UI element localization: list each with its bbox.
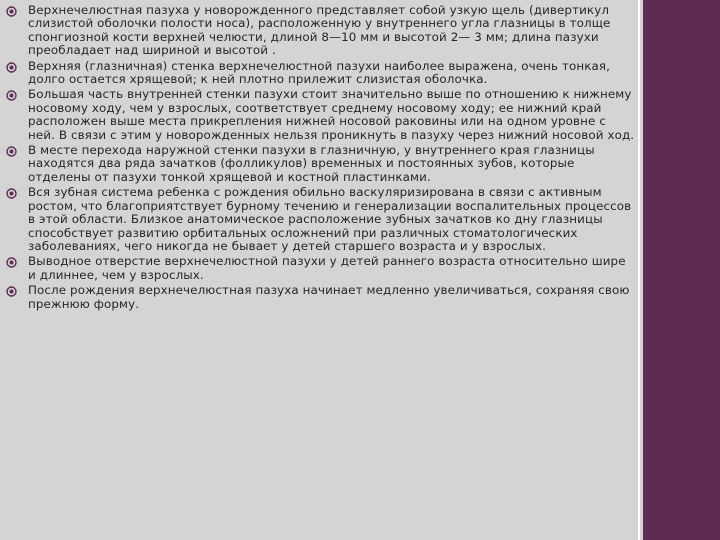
list-item <box>6 186 636 253</box>
divider-line <box>638 0 640 540</box>
list-item-text: Верхнечелюстная пазуха у новорожденного представляет собой узкую щель (дивертикул слизистой оболочки полости носа), расположенную у внутреннего угла глазницы в толще спонгиозной кости верхней челюсти, длиной 8—10 мм и высотой 2— 3 мм; длина пазухи преобладает над шириной и высотой . <box>28 3 611 58</box>
list-item <box>6 88 636 142</box>
target-bullet-icon <box>6 188 17 199</box>
target-bullet-icon <box>6 257 17 268</box>
target-bullet-icon <box>6 286 17 297</box>
list-item <box>6 284 636 311</box>
list-item-text: Вся зубная система ребенка с рождения обильно васкуляризирована в связи с активным ростом, что благоприятствует бурному течению и генерализации воспалительных процессов в этой области. Близкое анатомическое расположение зубных зачатков ко дну глазницы способствует развитию орбитальных осложнений при различных стоматологических заболеваниях, чего никогда не бывает у детей старшего возраста и у взрослых. <box>28 185 632 253</box>
list-item-text: Выводное отверстие верхнечелюстной пазухи у детей раннего возраста относительно шире и длиннее, чем у взрослых. <box>28 254 626 282</box>
list-item-text: В месте перехода наружной стенки пазухи в глазничную, у внутреннего края глазницы находятся два ряда зачатков (фолликулов) временных и постоянных зубов, которые отделены от пазухи тонкой хрящевой и костной пластинками. <box>28 143 595 184</box>
target-bullet-icon <box>6 90 17 101</box>
accent-band <box>643 0 720 540</box>
bullet-list <box>6 4 636 313</box>
list-item-text: Верхняя (глазничная) стенка верхнечелюстной пазухи наиболее выражена, очень тонкая, долго остается хрящевой; к ней плотно прилежит слизистая оболочка. <box>28 58 611 87</box>
list-item <box>6 60 636 87</box>
list-item-text: Большая часть внутренней стенки пазухи стоит значительно выше по отношению к нижнему носовому ходу, чем у взрослых, соответствует среднему носовому ходу; ее нижний край расположен выше места прикрепления нижней носовой раковины или на одном уровне с ней. В связи с этим у новорожденных нельзя проникнуть в пазуху через нижний носовой ход. <box>28 87 635 142</box>
target-bullet-icon <box>6 62 17 73</box>
list-item <box>6 255 636 282</box>
target-bullet-icon <box>6 146 17 157</box>
list-item-text: После рождения верхнечелюстная пазуха начинает медленно увеличиваться, сохраняя свою прежнюю форму. <box>28 283 630 311</box>
list-item <box>6 4 636 58</box>
target-bullet-icon <box>6 6 17 17</box>
list-item <box>6 144 636 184</box>
